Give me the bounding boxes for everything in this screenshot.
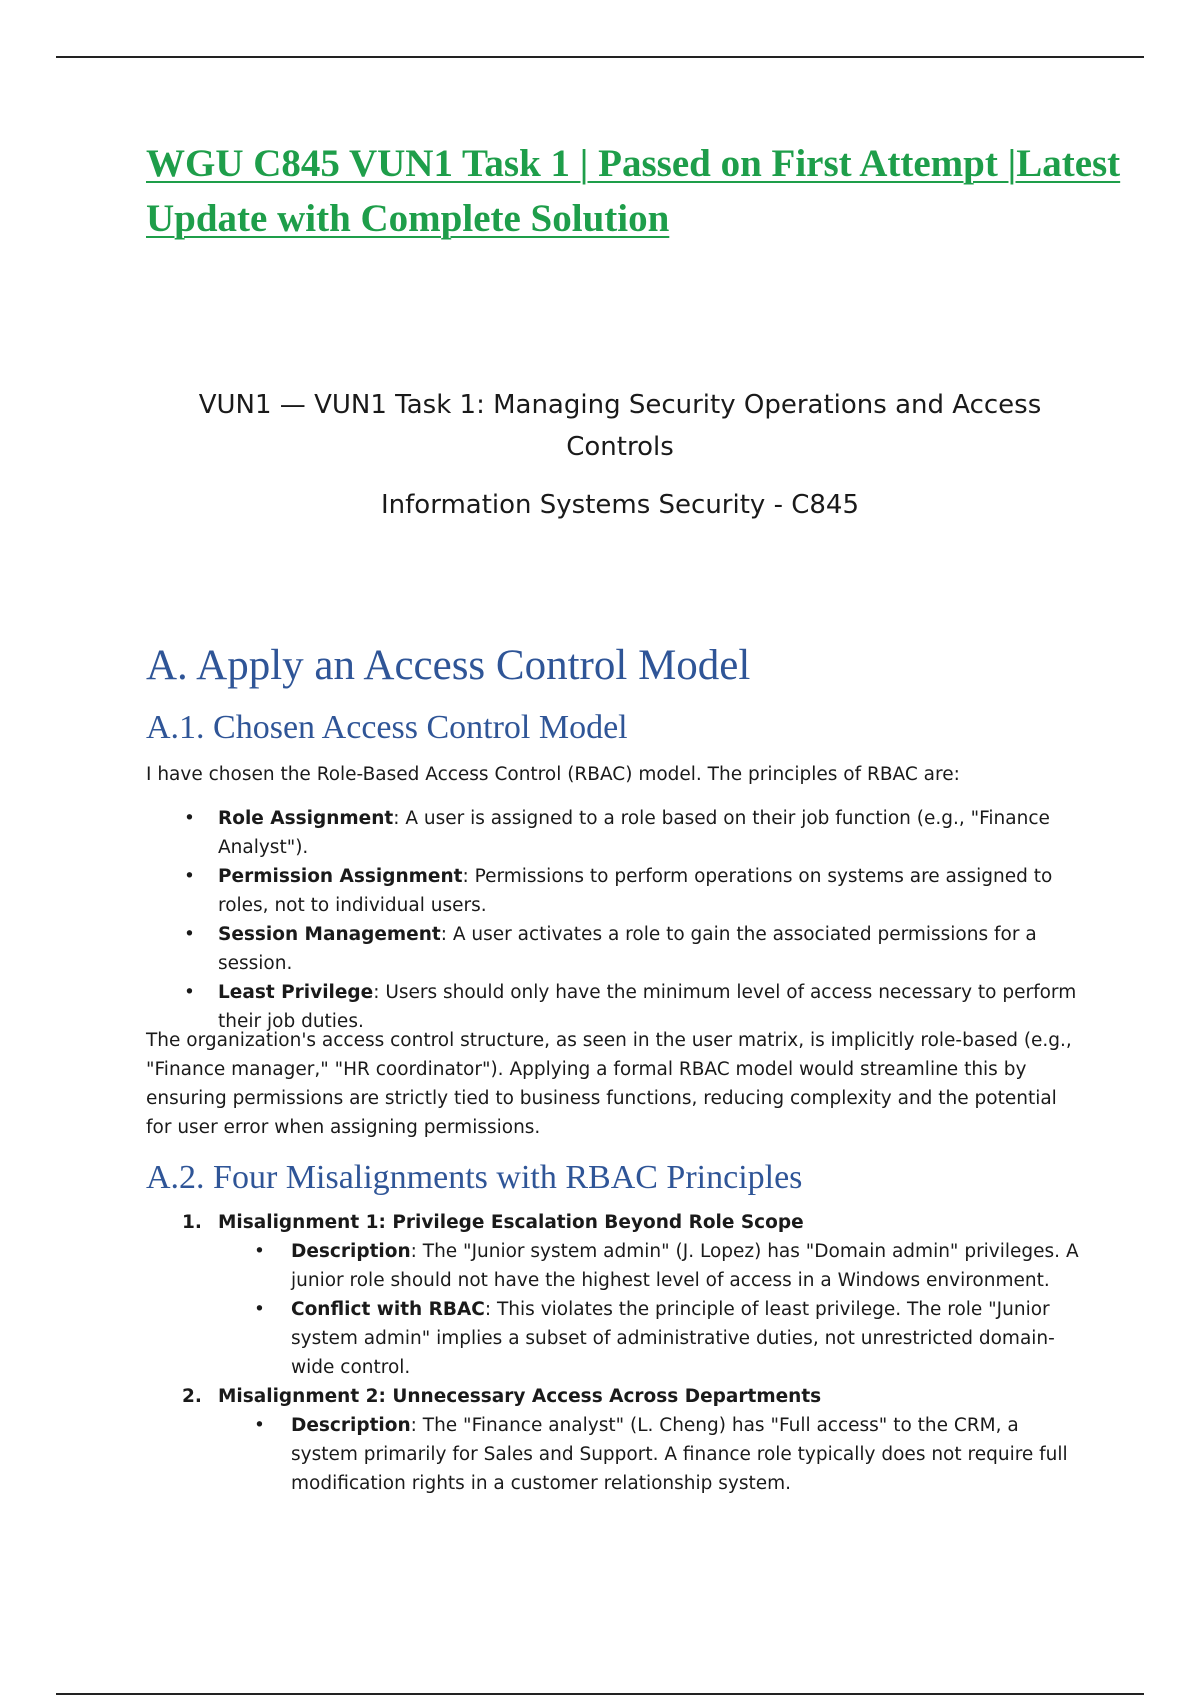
misalignment-number: 2. bbox=[182, 1386, 202, 1407]
misalignment-number: 1. bbox=[182, 1212, 202, 1233]
misalignment-item bbox=[146, 1208, 1086, 1382]
section-a1-heading: A.1. Chosen Access Control Model bbox=[146, 709, 628, 746]
cover-course-line: Information Systems Security - C845 bbox=[381, 490, 859, 520]
list-item bbox=[146, 920, 1086, 978]
bullet-icon: • bbox=[184, 866, 195, 887]
list-item bbox=[218, 1295, 1086, 1382]
section-a1-intro: I have chosen the Role-Based Access Control (RBAC) model. The principles of RBAC are: bbox=[146, 764, 960, 785]
principle-term: Least Privilege bbox=[218, 982, 374, 1003]
detail-text: : The "Junior system admin" (J. Lopez) has "Domain admin" privileges. A junior role should not have the highest level of access in a Windows environment. bbox=[291, 1241, 1079, 1291]
principle-term: Session Management bbox=[218, 924, 441, 945]
misalignments-list bbox=[146, 1208, 1086, 1498]
list-item bbox=[146, 804, 1086, 862]
page-top-rule bbox=[56, 56, 1144, 58]
misalignment-details bbox=[218, 1237, 1086, 1382]
principle-term: Permission Assignment bbox=[218, 866, 463, 887]
detail-text: : This violates the principle of least privilege. The role "Junior system admin" implies a subset of administrative duties, not unrestricted domain-wide control. bbox=[291, 1299, 1055, 1378]
cover-task-line: VUN1 — VUN1 Task 1: Managing Security Operations and Access Controls bbox=[198, 390, 1042, 462]
detail-term: Description bbox=[291, 1415, 411, 1436]
bullet-icon: • bbox=[254, 1299, 265, 1320]
detail-text: : The "Finance analyst" (L. Cheng) has "Full access" to the CRM, a system primarily for Sales and Support. A finance role typically does not require full modification rights in a customer relationship system. bbox=[291, 1415, 1068, 1494]
bullet-icon: • bbox=[254, 1241, 265, 1262]
section-a-heading: A. Apply an Access Control Model bbox=[146, 642, 751, 689]
section-a2-heading: A.2. Four Misalignments with RBAC Principles bbox=[146, 1159, 803, 1196]
detail-term: Conflict with RBAC bbox=[291, 1299, 485, 1320]
bullet-icon: • bbox=[184, 924, 195, 945]
misalignment-item bbox=[146, 1382, 1086, 1498]
document-title-link[interactable]: WGU C845 VUN1 Task 1 | Passed on First Attempt |Latest Update with Complete Solution bbox=[146, 142, 1121, 240]
bullet-icon: • bbox=[254, 1415, 265, 1436]
principle-text: : A user activates a role to gain the associated permissions for a session. bbox=[218, 924, 1037, 974]
misalignment-title: Misalignment 2: Unnecessary Access Across Departments bbox=[218, 1386, 822, 1407]
rbac-principles-list bbox=[146, 804, 1086, 1036]
principle-term: Role Assignment bbox=[218, 808, 394, 829]
section-a1-paragraph: The organization's access control structure, as seen in the user matrix, is implicitly role-based (e.g., "Finance manager," "HR coordinator"). Applying a formal RBAC model would streamline this by ensuring permissions are strictly tied to business functions, reducing complexity and the potential for user error when assigning permissions. bbox=[146, 1030, 1072, 1138]
bullet-icon: • bbox=[184, 982, 195, 1003]
principle-text: : Permissions to perform operations on systems are assigned to roles, not to individual users. bbox=[218, 866, 1053, 916]
principle-text: : Users should only have the minimum level of access necessary to perform their job duties. bbox=[218, 982, 1077, 1032]
list-item bbox=[218, 1237, 1086, 1295]
bullet-icon: • bbox=[184, 808, 195, 829]
list-item bbox=[146, 862, 1086, 920]
principle-text: : A user is assigned to a role based on their job function (e.g., "Finance Analyst"). bbox=[218, 808, 1050, 858]
detail-term: Description bbox=[291, 1241, 411, 1262]
misalignment-details bbox=[218, 1411, 1086, 1498]
misalignment-title: Misalignment 1: Privilege Escalation Beyond Role Scope bbox=[218, 1212, 804, 1233]
list-item bbox=[218, 1411, 1086, 1498]
page-bottom-rule bbox=[56, 1693, 1144, 1695]
